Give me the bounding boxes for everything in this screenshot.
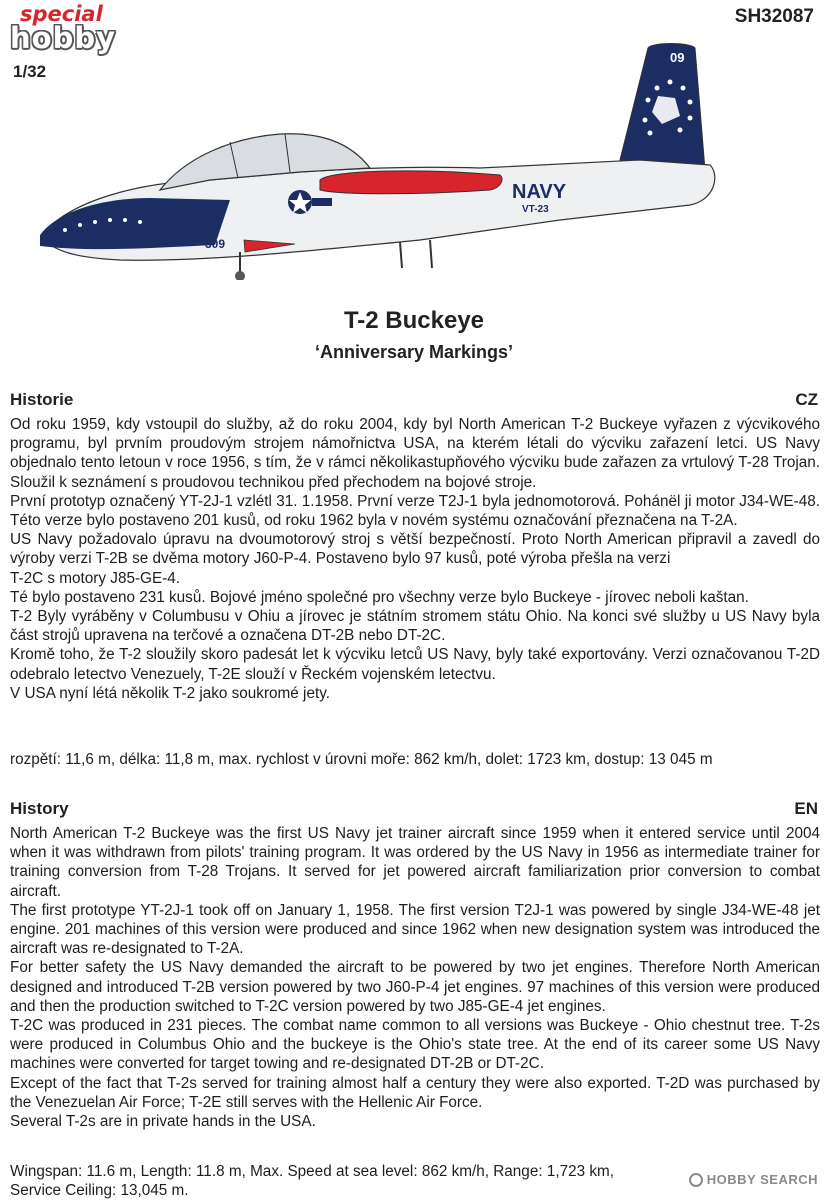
watermark-icon bbox=[689, 1173, 703, 1187]
cz-heading: Historie bbox=[10, 390, 74, 409]
cz-lang-label: CZ bbox=[795, 390, 818, 409]
en-paragraph: The first prototype YT-2J-1 took off on January 1, 1958. The first version T2J-1 was powered by single J34-WE-48 jet engine. 201 machines of this version were produced and since 1962 when new designation system was introduced the aircraft was re-designated to T-2A. bbox=[10, 901, 820, 958]
en-specs-line: Service Ceiling: 13,045 m. bbox=[10, 1182, 189, 1200]
en-section-header bbox=[10, 799, 818, 819]
cz-paragraph: Té bylo postaveno 231 kusů. Bojové jméno společné pro všechny verze bylo Buckeye - jírovec neboli kaštan. bbox=[10, 588, 749, 606]
watermark-text: HOBBY SEARCH bbox=[706, 1172, 818, 1187]
cz-history-text bbox=[10, 415, 820, 703]
logo-special-text: special bbox=[20, 2, 103, 26]
navy-marking: NAVY bbox=[512, 181, 567, 203]
scale-label: 1/32 bbox=[13, 62, 47, 81]
en-history-text bbox=[10, 824, 820, 1131]
watermark bbox=[689, 1172, 818, 1187]
cz-paragraph: T-2 Byly vyráběny v Columbusu v Ohiu a jírovec je státním stromem státu Ohio. Na konci své služby u US Navy byla část strojů upravena na terčové a označena DT-2B nebo DT-2C. bbox=[10, 608, 820, 645]
cz-paragraph: V USA nyní létá několik T-2 jako soukromé jety. bbox=[10, 684, 330, 702]
logo-hobby-text: hobby bbox=[10, 21, 116, 55]
en-paragraph: Except of the fact that T-2s served for training almost half a century they were also exported. T-2D was purchased by the Venezuelan Air Force; T-2E still serves with the Hellenic Air Force. bbox=[10, 1074, 820, 1111]
tail-number: 09 bbox=[670, 50, 685, 65]
cz-paragraph: T-2C s motory J85-GE-4. bbox=[10, 569, 181, 587]
en-lang-label: EN bbox=[794, 799, 818, 818]
cz-paragraph: US Navy požadovalo úpravu na dvoumotorový stroj s větší bezpečností. Proto North American připravil a zavedl do výroby verzi T-2B se dvěma motory J60-P-4. Postaveno bylo 97 kusů, poté výroba přešla na verzi bbox=[10, 531, 820, 568]
en-specs bbox=[10, 1162, 614, 1200]
nose-number: 309 bbox=[205, 237, 226, 251]
squadron-marking: VT-23 bbox=[522, 204, 549, 215]
en-heading: History bbox=[10, 799, 69, 818]
cz-paragraph: První prototyp označený YT-2J-1 vzlétl 31. 1.1958. První verze T2J-1 byla jednomotorová. Pohánël ji motor J34-WE-48. Této verze bylo postaveno 201 kusů, od roku 1962 byla v novém systému označování přeznačena na T-2A. bbox=[10, 492, 820, 530]
red-drop-tank bbox=[320, 171, 502, 194]
cz-paragraph: Kromě toho, že T-2 sloužily skoro padesát let k výcviku letců US Navy, byly také exportovány. Verzi označovanou T-2D odebralo letectvo Venezuely, T-2E slouží v Řeckém vojenském letectvu. bbox=[10, 646, 820, 683]
en-paragraph: Several T-2s are in private hands in the USA. bbox=[10, 1113, 316, 1131]
en-paragraph: T-2C was produced in 231 pieces. The combat name common to all versions was Buckeye - Ohio chestnut tree. T-2s were produced in Columbus Ohio and the buckeye is the Ohio's state tree. At the end of its career some US Navy machines were converted for target towing and re-designated DT-2B or DT-2C. bbox=[10, 1017, 820, 1073]
cz-paragraph: Od roku 1959, kdy vstoupil do služby, až do roku 2004, kdy byl North American T-2 Buckeye vyřazen z výcvikového programu, byl prvním proudovým strojem námořnictva USA, na kterém létali do výcviku zařazení letci. US Navy objednalo tento letoun v roce 1956, s tím, že v rámci několikastupňového výcviku bude zařazen za vrtulový T-28 Trojan. Sloužil k seznámení s proudovou technikou před přechodem na bojové stroje. bbox=[10, 416, 820, 491]
cz-specs: rozpětí: 11,6 m, délka: 11,8 m, max. rychlost v úrovni moře: 862 km/h, dolet: 1723 km, dostup: 13 045 m bbox=[10, 751, 713, 768]
kit-code: SH32087 bbox=[734, 6, 814, 27]
aircraft-profile bbox=[0, 30, 828, 280]
en-paragraph: For better safety the US Navy demanded the aircraft to be powered by two jet engines. Therefore North American designed and introduced T-2B version powered by two J60-P-4 jet engines. 97 machines of this version were produced and then the production switched to T-2C version powered by two J85-GE-4 jet engines. bbox=[10, 959, 820, 1015]
cz-section-header bbox=[10, 390, 818, 410]
page-title: T-2 Buckeye bbox=[343, 307, 485, 334]
page-subtitle: ‘Anniversary Markings’ bbox=[314, 342, 514, 362]
en-paragraph: North American T-2 Buckeye was the first US Navy jet trainer aircraft since 1959 when it entered service until 2004 when it was withdrawn from pilots' training program. It was ordered by the US Navy in 1956 as intermediate trainer for training conversion from T-28 Trojans. It served for jet powered aircraft familiarization prior conversion to combat aircraft. bbox=[10, 825, 820, 900]
en-specs-line: Wingspan: 11.6 m, Length: 11.8 m, Max. Speed at sea level: 862 km/h, Range: 1,723 km, bbox=[10, 1163, 614, 1180]
